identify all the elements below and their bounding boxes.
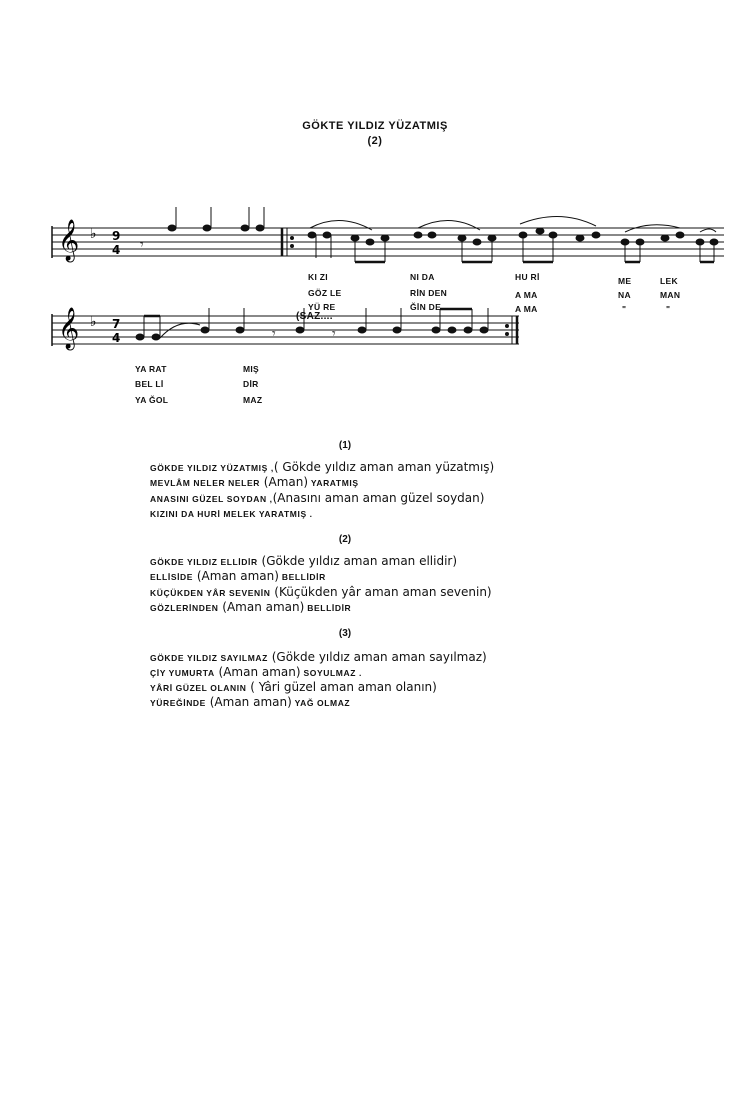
lyric: LEK xyxy=(660,276,678,286)
time-sig-bottom: 4 xyxy=(112,331,121,345)
verse-number: (1) xyxy=(338,440,352,451)
lyric: NI DA xyxy=(410,272,435,282)
verse-line: YÜREĞİNDE (Aman aman) YAĞ OLMAZ xyxy=(150,695,351,709)
treble-clef-icon: 𝄞 xyxy=(58,220,80,261)
svg-text:𝄾: 𝄾 xyxy=(140,237,144,253)
lyric: NA xyxy=(618,290,631,300)
lyric: DİR xyxy=(243,379,259,389)
svg-text:𝄾: 𝄾 xyxy=(272,326,276,342)
song-title: GÖKTE YILDIZ YÜZATMIŞ xyxy=(302,120,448,132)
verse-line: ÇİY YUMURTA (Aman aman) SOYULMAZ . xyxy=(150,665,362,679)
lyric: A MA xyxy=(515,290,538,300)
lyric: " xyxy=(666,304,671,314)
lyric: ME xyxy=(618,276,632,286)
verse-number: (2) xyxy=(338,534,352,545)
verse-line: GÖKDE YILDIZ SAYILMAZ (Gökde yıldız aman aman sayılmaz) xyxy=(150,650,487,664)
verse-line: GÖKDE YILDIZ YÜZATMIŞ ,( Gökde yıldız aman aman yüzatmış) xyxy=(150,460,495,474)
lyric: ĞİN DE xyxy=(410,302,442,312)
lyric: A MA xyxy=(515,304,538,314)
verse-line: ELLİSİDE (Aman aman) BELLİDİR xyxy=(150,569,326,583)
lyric: HU Rİ xyxy=(515,272,540,282)
lyric: BEL Lİ xyxy=(135,379,164,389)
time-sig-bottom: 4 xyxy=(112,243,121,257)
lyric: KI ZI xyxy=(308,272,328,282)
lyric: YA RAT xyxy=(135,364,167,374)
lyric: YA ĞOL xyxy=(135,395,169,405)
verse-line: MEVLÂM NELER NELER (Aman) YARATMIŞ xyxy=(150,475,359,489)
flat-icon: ♭ xyxy=(90,314,97,330)
verse-number: (3) xyxy=(338,628,352,639)
lyric: GÖZ LE xyxy=(308,288,342,298)
time-sig-top: 7 xyxy=(112,317,121,331)
treble-clef-icon: 𝄞 xyxy=(58,308,80,349)
lyric: RİN DEN xyxy=(410,288,448,298)
lyric: MAN xyxy=(660,290,681,300)
lyric: " xyxy=(622,304,627,314)
verse-line: KÜÇÜKDEN YÂR SEVENİN (Küçükden yâr aman aman sevenin) xyxy=(150,585,492,599)
verse-line: KIZINI DA HURİ MELEK YARATMIŞ . xyxy=(150,509,313,519)
verse-line: YÂRİ GÜZEL OLANIN ( Yâri güzel aman aman olanın) xyxy=(150,680,437,694)
verse-line: GÖKDE YILDIZ ELLİDİR (Gökde yıldız aman aman ellidir) xyxy=(150,554,458,568)
verse-line: ANASINI GÜZEL SOYDAN ,(Anasını aman aman güzel soydan) xyxy=(150,491,485,505)
flat-icon: ♭ xyxy=(90,226,97,242)
music-score xyxy=(0,0,750,420)
lyric: MIŞ xyxy=(243,364,260,374)
lyric: YÜ RE xyxy=(308,302,336,312)
lyric: MAZ xyxy=(243,395,263,405)
svg-text:𝄾: 𝄾 xyxy=(332,326,336,342)
saz-marking: (SAZ.... xyxy=(296,311,333,322)
song-number: (2) xyxy=(367,135,383,147)
time-sig-top: 9 xyxy=(112,229,121,243)
verse-line: GÖZLERİNDEN (Aman aman) BELLİDİR xyxy=(150,600,352,614)
